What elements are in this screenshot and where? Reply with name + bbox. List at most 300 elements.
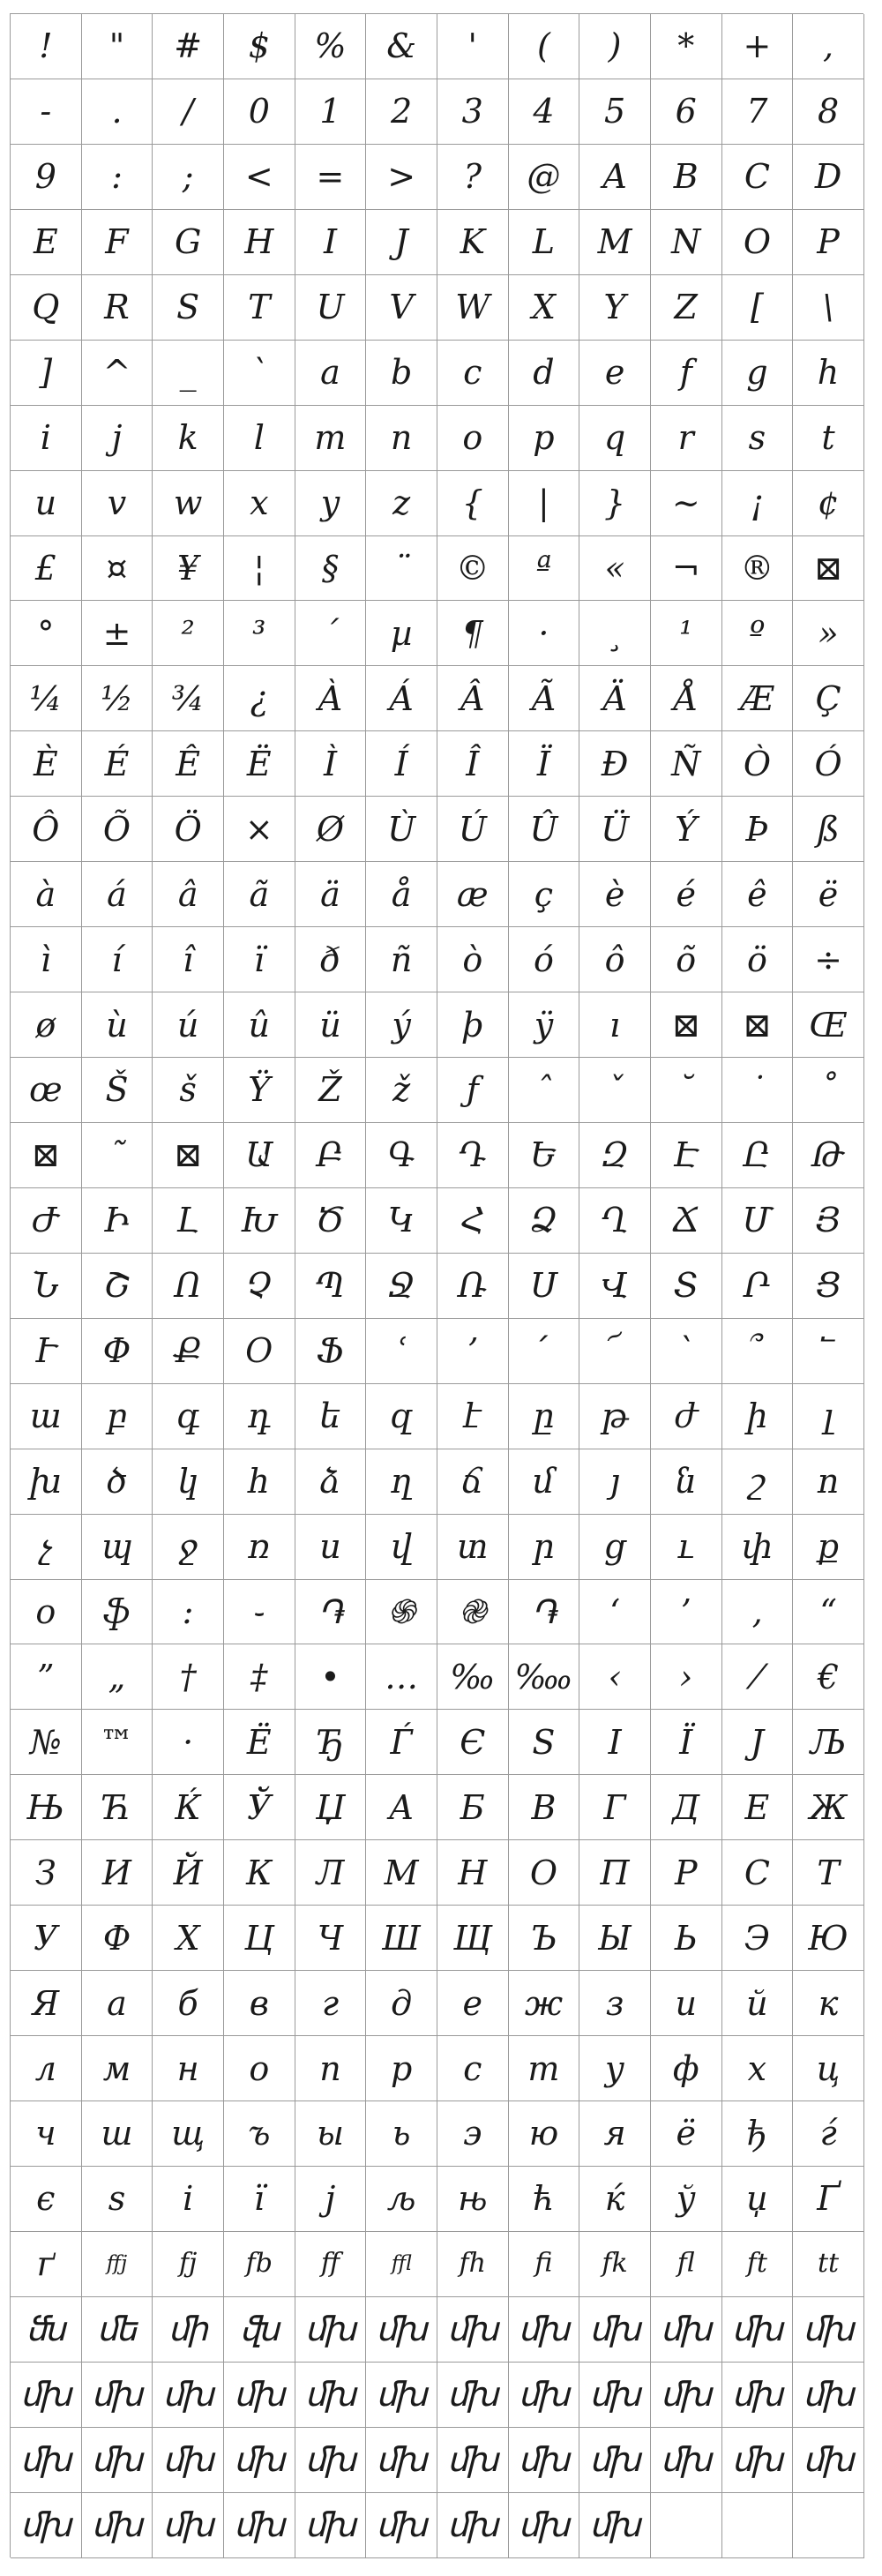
glyph-cell: ˇ: [579, 1058, 651, 1123]
glyph-cell: ъ: [224, 2101, 295, 2167]
glyph-cell: ք: [793, 1515, 864, 1580]
glyph-cell: ﬗ: [295, 2297, 367, 2363]
glyph-cell: `: [224, 341, 295, 406]
glyph-cell: Ç: [793, 666, 864, 731]
glyph-cell: Ճ: [651, 1188, 722, 1254]
glyph-cell: †: [153, 1644, 224, 1710]
glyph-cell: Ք: [153, 1319, 224, 1384]
glyph-cell: Œ: [793, 992, 864, 1058]
glyph-cell: [722, 2493, 794, 2558]
glyph-cell: ffj: [82, 2232, 153, 2297]
glyph-cell: վ: [366, 1515, 437, 1580]
glyph-cell: р: [366, 2036, 437, 2101]
glyph-cell: fi: [509, 2232, 580, 2297]
glyph-cell: ú: [153, 992, 224, 1058]
glyph-cell: Џ: [295, 1775, 367, 1840]
glyph-cell: է: [437, 1384, 509, 1449]
glyph-cell: л: [11, 2036, 82, 2101]
glyph-cell: ﬗ: [793, 2297, 864, 2363]
glyph-cell: ﬗ: [82, 2493, 153, 2558]
glyph-cell: ђ: [722, 2101, 794, 2167]
glyph-cell: C: [722, 145, 794, 210]
glyph-cell: պ: [82, 1515, 153, 1580]
glyph-cell: å: [366, 862, 437, 927]
glyph-cell: о: [224, 2036, 295, 2101]
glyph-cell: Е: [722, 1775, 794, 1840]
glyph-cell: T: [224, 275, 295, 341]
glyph-cell: Ê: [153, 731, 224, 797]
glyph-cell: >: [366, 145, 437, 210]
glyph-cell: ü: [295, 992, 367, 1058]
glyph-cell: ﬗ: [295, 2363, 367, 2428]
glyph-cell: @: [509, 145, 580, 210]
glyph-grid: [10, 13, 863, 2557]
glyph-cell: “: [793, 1580, 864, 1645]
glyph-cell: ՟: [793, 1319, 864, 1384]
glyph-cell: j: [82, 406, 153, 471]
glyph-cell: ՛: [509, 1319, 580, 1384]
glyph-cell: Ù: [366, 797, 437, 862]
glyph-cell: k: [153, 406, 224, 471]
glyph-cell: ﬗ: [722, 2297, 794, 2363]
glyph-cell: ռ: [224, 1515, 295, 1580]
glyph-cell: ժ: [651, 1384, 722, 1449]
glyph-cell: 8: [793, 79, 864, 145]
glyph-cell: Ќ: [153, 1775, 224, 1840]
glyph-cell: ft: [722, 2232, 794, 2297]
glyph-cell: օ: [11, 1580, 82, 1645]
glyph-cell: ֆ: [82, 1580, 153, 1645]
glyph-cell: Р: [651, 1840, 722, 1906]
glyph-cell: ;: [153, 145, 224, 210]
glyph-cell: а: [82, 1971, 153, 2036]
glyph-cell: տ: [437, 1515, 509, 1580]
glyph-cell: X: [509, 275, 580, 341]
glyph-cell: ’: [651, 1580, 722, 1645]
glyph-cell: О: [509, 1840, 580, 1906]
glyph-cell: Ս: [509, 1254, 580, 1319]
glyph-cell: Г: [579, 1775, 651, 1840]
glyph-cell: Է: [651, 1123, 722, 1188]
glyph-cell: Û: [509, 797, 580, 862]
glyph-cell: Ո: [153, 1254, 224, 1319]
glyph-cell: 7: [722, 79, 794, 145]
glyph-cell: Կ: [366, 1188, 437, 1254]
glyph-cell: š: [153, 1058, 224, 1123]
glyph-cell: ±: [82, 601, 153, 666]
glyph-cell: fl: [651, 2232, 722, 2297]
glyph-cell: ﬗ: [224, 2363, 295, 2428]
glyph-cell: ﬗ: [651, 2428, 722, 2493]
glyph-cell: з: [579, 1971, 651, 2036]
glyph-cell: ]: [11, 341, 82, 406]
glyph-cell: Â: [437, 666, 509, 731]
glyph-cell: €: [793, 1644, 864, 1710]
glyph-cell: ⊠: [11, 1123, 82, 1188]
glyph-cell: ц: [793, 2036, 864, 2101]
glyph-cell: Դ: [437, 1123, 509, 1188]
glyph-cell: ﬗ: [224, 2493, 295, 2558]
glyph-cell: ﬗ: [153, 2363, 224, 2428]
glyph-cell: Վ: [579, 1254, 651, 1319]
glyph-cell: á: [82, 862, 153, 927]
glyph-cell: Ï: [509, 731, 580, 797]
glyph-cell: ﬗ: [722, 2428, 794, 2493]
glyph-cell: ‘: [579, 1580, 651, 1645]
glyph-cell: |: [509, 471, 580, 536]
glyph-cell: п: [295, 2036, 367, 2101]
glyph-cell: №: [11, 1710, 82, 1775]
glyph-cell: Щ: [437, 1906, 509, 1971]
glyph-cell: í: [82, 927, 153, 992]
glyph-cell: ﬗ: [722, 2363, 794, 2428]
glyph-cell: ю: [509, 2101, 580, 2167]
glyph-cell: (: [509, 14, 580, 79]
glyph-cell: «: [579, 536, 651, 602]
glyph-cell: ֏: [295, 1580, 367, 1645]
glyph-cell: Զ: [579, 1123, 651, 1188]
glyph-cell: Ž: [295, 1058, 367, 1123]
glyph-cell: ⁄: [722, 1644, 794, 1710]
glyph-cell: Հ: [437, 1188, 509, 1254]
glyph-cell: G: [153, 210, 224, 275]
glyph-cell: D: [793, 145, 864, 210]
glyph-cell: ˙: [722, 1058, 794, 1123]
glyph-cell: ո: [793, 1449, 864, 1515]
glyph-cell: ‹: [579, 1644, 651, 1710]
glyph-cell: Ґ: [793, 2167, 864, 2232]
glyph-cell: »: [793, 601, 864, 666]
glyph-cell: լ: [793, 1384, 864, 1449]
glyph-cell: I: [295, 210, 367, 275]
glyph-cell: R: [82, 275, 153, 341]
glyph-cell: ь: [366, 2101, 437, 2167]
glyph-cell: մ: [509, 1449, 580, 1515]
glyph-cell: Æ: [722, 666, 794, 731]
glyph-cell: Ј: [722, 1710, 794, 1775]
glyph-cell: Š: [82, 1058, 153, 1123]
glyph-cell: ¾: [153, 666, 224, 731]
glyph-cell: Н: [437, 1840, 509, 1906]
glyph-cell: ³: [224, 601, 295, 666]
glyph-cell: µ: [366, 601, 437, 666]
glyph-cell: ֏: [509, 1580, 580, 1645]
glyph-cell: [793, 2493, 864, 2558]
glyph-cell: е: [437, 1971, 509, 2036]
glyph-cell: ћ: [509, 2167, 580, 2232]
glyph-cell: l: [224, 406, 295, 471]
glyph-cell: ·: [153, 1710, 224, 1775]
glyph-cell: й: [722, 1971, 794, 2036]
glyph-cell: p: [509, 406, 580, 471]
glyph-cell: ւ: [651, 1515, 722, 1580]
glyph-cell: ý: [366, 992, 437, 1058]
glyph-cell: խ: [11, 1449, 82, 1515]
glyph-cell: ё: [651, 2101, 722, 2167]
glyph-cell: ¡: [722, 471, 794, 536]
glyph-cell: ø: [11, 992, 82, 1058]
glyph-cell: Ր: [722, 1254, 794, 1319]
glyph-cell: q: [579, 406, 651, 471]
glyph-cell: 1: [295, 79, 367, 145]
glyph-cell: s: [722, 406, 794, 471]
glyph-cell: Q: [11, 275, 82, 341]
glyph-cell: Ѓ: [366, 1710, 437, 1775]
glyph-cell: շ: [722, 1449, 794, 1515]
glyph-cell: Л: [295, 1840, 367, 1906]
glyph-cell: S: [153, 275, 224, 341]
glyph-cell: Í: [366, 731, 437, 797]
glyph-cell: ﬗ: [579, 2428, 651, 2493]
glyph-cell: Љ: [793, 1710, 864, 1775]
glyph-cell: գ: [153, 1384, 224, 1449]
glyph-cell: к: [793, 1971, 864, 2036]
glyph-cell: ј: [295, 2167, 367, 2232]
glyph-cell: ê: [722, 862, 794, 927]
glyph-cell: г: [295, 1971, 367, 2036]
glyph-cell: g: [722, 341, 794, 406]
glyph-cell: щ: [153, 2101, 224, 2167]
glyph-cell: Ռ: [437, 1254, 509, 1319]
glyph-cell: {: [437, 471, 509, 536]
glyph-cell: ֎: [437, 1580, 509, 1645]
glyph-cell: ﬗ: [82, 2363, 153, 2428]
glyph-cell: И: [82, 1840, 153, 1906]
glyph-cell: ﬗ: [366, 2428, 437, 2493]
glyph-cell: H: [224, 210, 295, 275]
glyph-cell: Ъ: [509, 1906, 580, 1971]
glyph-cell: Ձ: [509, 1188, 580, 1254]
glyph-cell: ÷: [793, 927, 864, 992]
glyph-cell: К: [224, 1840, 295, 1906]
glyph-cell: љ: [366, 2167, 437, 2232]
glyph-cell: §: [295, 536, 367, 602]
glyph-cell: Ջ: [366, 1254, 437, 1319]
glyph-cell: ⊠: [722, 992, 794, 1058]
glyph-cell: ։: [153, 1580, 224, 1645]
glyph-cell: ծ: [82, 1449, 153, 1515]
glyph-cell: É: [82, 731, 153, 797]
glyph-cell: Ÿ: [224, 1058, 295, 1123]
glyph-cell: r: [651, 406, 722, 471]
glyph-cell: é: [651, 862, 722, 927]
glyph-cell: fh: [437, 2232, 509, 2297]
glyph-cell: ﬗ: [366, 2297, 437, 2363]
glyph-cell: ѕ: [82, 2167, 153, 2232]
glyph-cell: Բ: [295, 1123, 367, 1188]
glyph-cell: A: [579, 145, 651, 210]
glyph-cell: B: [651, 145, 722, 210]
glyph-cell: 3: [437, 79, 509, 145]
glyph-cell: ž: [366, 1058, 437, 1123]
glyph-cell: Ã: [509, 666, 580, 731]
glyph-cell: -: [11, 79, 82, 145]
glyph-cell: ”: [11, 1644, 82, 1710]
glyph-cell: P: [793, 210, 864, 275]
glyph-cell: [: [722, 275, 794, 341]
glyph-cell: ˆ: [509, 1058, 580, 1123]
glyph-cell: Ե: [509, 1123, 580, 1188]
glyph-cell: e: [579, 341, 651, 406]
glyph-cell: փ: [722, 1515, 794, 1580]
glyph-cell: Ô: [11, 797, 82, 862]
glyph-cell: բ: [82, 1384, 153, 1449]
glyph-cell: fj: [153, 2232, 224, 2297]
glyph-cell: թ: [579, 1384, 651, 1449]
glyph-cell: Ա: [224, 1123, 295, 1188]
glyph-cell: չ: [11, 1515, 82, 1580]
glyph-cell: ﬗ: [82, 2428, 153, 2493]
glyph-cell: Պ: [295, 1254, 367, 1319]
glyph-cell: Ä: [579, 666, 651, 731]
glyph-cell: f: [651, 341, 722, 406]
glyph-cell: Ч: [295, 1906, 367, 1971]
glyph-cell: ¸: [579, 601, 651, 666]
glyph-cell: ﬗ: [437, 2297, 509, 2363]
glyph-cell: Ѕ: [509, 1710, 580, 1775]
glyph-cell: Չ: [224, 1254, 295, 1319]
glyph-cell: ﬗ: [579, 2297, 651, 2363]
glyph-cell: ª: [509, 536, 580, 602]
glyph-cell: ﬗ: [579, 2363, 651, 2428]
glyph-cell: Յ: [793, 1188, 864, 1254]
glyph-cell: +: [722, 14, 794, 79]
glyph-cell: ‱: [509, 1644, 580, 1710]
glyph-cell: Ë: [224, 731, 295, 797]
glyph-cell: ƒ: [437, 1058, 509, 1123]
glyph-cell: ս: [295, 1515, 367, 1580]
glyph-cell: Б: [437, 1775, 509, 1840]
glyph-cell: ff: [295, 2232, 367, 2297]
glyph-cell: &: [366, 14, 437, 79]
glyph-cell: #: [153, 14, 224, 79]
glyph-cell: ã: [224, 862, 295, 927]
glyph-cell: ﬗ: [11, 2493, 82, 2558]
glyph-cell: ﬗ: [11, 2363, 82, 2428]
glyph-cell: Т: [793, 1840, 864, 1906]
glyph-cell: Խ: [224, 1188, 295, 1254]
glyph-cell: M: [579, 210, 651, 275]
glyph-cell: Լ: [153, 1188, 224, 1254]
glyph-cell: °: [11, 601, 82, 666]
glyph-cell: ѓ: [793, 2101, 864, 2167]
glyph-cell: !: [11, 14, 82, 79]
glyph-cell: ﬗ: [295, 2428, 367, 2493]
glyph-cell: ж: [509, 1971, 580, 2036]
glyph-cell: a: [295, 341, 367, 406]
glyph-cell: У: [11, 1906, 82, 1971]
glyph-cell: Ւ: [11, 1319, 82, 1384]
glyph-cell: ¦: [224, 536, 295, 602]
glyph-cell: O: [722, 210, 794, 275]
glyph-cell: Є: [437, 1710, 509, 1775]
glyph-cell: h: [793, 341, 864, 406]
glyph-cell: û: [224, 992, 295, 1058]
glyph-cell: А: [366, 1775, 437, 1840]
glyph-cell: .: [82, 79, 153, 145]
glyph-cell: ﬗ: [509, 2493, 580, 2558]
glyph-cell: ^: [82, 341, 153, 406]
glyph-cell: ﬔ: [82, 2297, 153, 2363]
glyph-cell: ﬗ: [651, 2297, 722, 2363]
glyph-cell: ´: [295, 601, 367, 666]
glyph-cell: u: [11, 471, 82, 536]
glyph-cell: è: [579, 862, 651, 927]
glyph-cell: $: [224, 14, 295, 79]
glyph-cell: њ: [437, 2167, 509, 2232]
glyph-cell: £: [11, 536, 82, 602]
glyph-cell: Ղ: [579, 1188, 651, 1254]
glyph-cell: ﬗ: [153, 2493, 224, 2558]
glyph-cell: ˚: [793, 1058, 864, 1123]
glyph-cell: ?: [437, 145, 509, 210]
glyph-cell: ¢: [793, 471, 864, 536]
glyph-cell: ﬗ: [437, 2428, 509, 2493]
glyph-cell: Й: [153, 1840, 224, 1906]
glyph-cell: x: [224, 471, 295, 536]
glyph-cell: Ð: [579, 731, 651, 797]
glyph-cell: V: [366, 275, 437, 341]
glyph-cell: ф: [651, 2036, 722, 2101]
glyph-cell: ¶: [437, 601, 509, 666]
glyph-cell: ˜: [82, 1123, 153, 1188]
glyph-cell: Ф: [82, 1906, 153, 1971]
glyph-cell: ՜: [579, 1319, 651, 1384]
glyph-cell: ô: [579, 927, 651, 992]
glyph-cell: Ó: [793, 731, 864, 797]
glyph-cell: ї: [224, 2167, 295, 2232]
glyph-cell: ր: [509, 1515, 580, 1580]
glyph-cell: і: [153, 2167, 224, 2232]
glyph-cell: ﬗ: [579, 2493, 651, 2558]
glyph-cell: н: [153, 2036, 224, 2101]
glyph-cell: Ї: [651, 1710, 722, 1775]
glyph-cell: Օ: [224, 1319, 295, 1384]
glyph-cell: б: [153, 1971, 224, 2036]
glyph-cell: W: [437, 275, 509, 341]
glyph-cell: ղ: [366, 1449, 437, 1515]
glyph-cell: ֍: [366, 1580, 437, 1645]
glyph-cell: д: [366, 1971, 437, 2036]
glyph-cell: fk: [579, 2232, 651, 2297]
glyph-cell: ﬕ: [153, 2297, 224, 2363]
glyph-cell: ի: [722, 1384, 794, 1449]
glyph-cell: ›: [651, 1644, 722, 1710]
glyph-cell: ն: [651, 1449, 722, 1515]
glyph-cell: ×: [224, 797, 295, 862]
glyph-cell: 2: [366, 79, 437, 145]
glyph-cell: Մ: [722, 1188, 794, 1254]
glyph-cell: J: [366, 210, 437, 275]
glyph-cell: ֊: [224, 1580, 295, 1645]
glyph-cell: ç: [509, 862, 580, 927]
glyph-cell: þ: [437, 992, 509, 1058]
glyph-cell: ": [82, 14, 153, 79]
glyph-cell: ©: [437, 536, 509, 602]
glyph-cell: Ђ: [295, 1710, 367, 1775]
glyph-cell: ,: [793, 14, 864, 79]
glyph-cell: î: [153, 927, 224, 992]
glyph-cell: ա: [11, 1384, 82, 1449]
glyph-cell: /: [153, 79, 224, 145]
glyph-cell: ы: [295, 2101, 367, 2167]
glyph-cell: Î: [437, 731, 509, 797]
glyph-cell: L: [509, 210, 580, 275]
glyph-cell: b: [366, 341, 437, 406]
glyph-cell: Å: [651, 666, 722, 731]
glyph-cell: ®: [722, 536, 794, 602]
glyph-cell: ¨: [366, 536, 437, 602]
